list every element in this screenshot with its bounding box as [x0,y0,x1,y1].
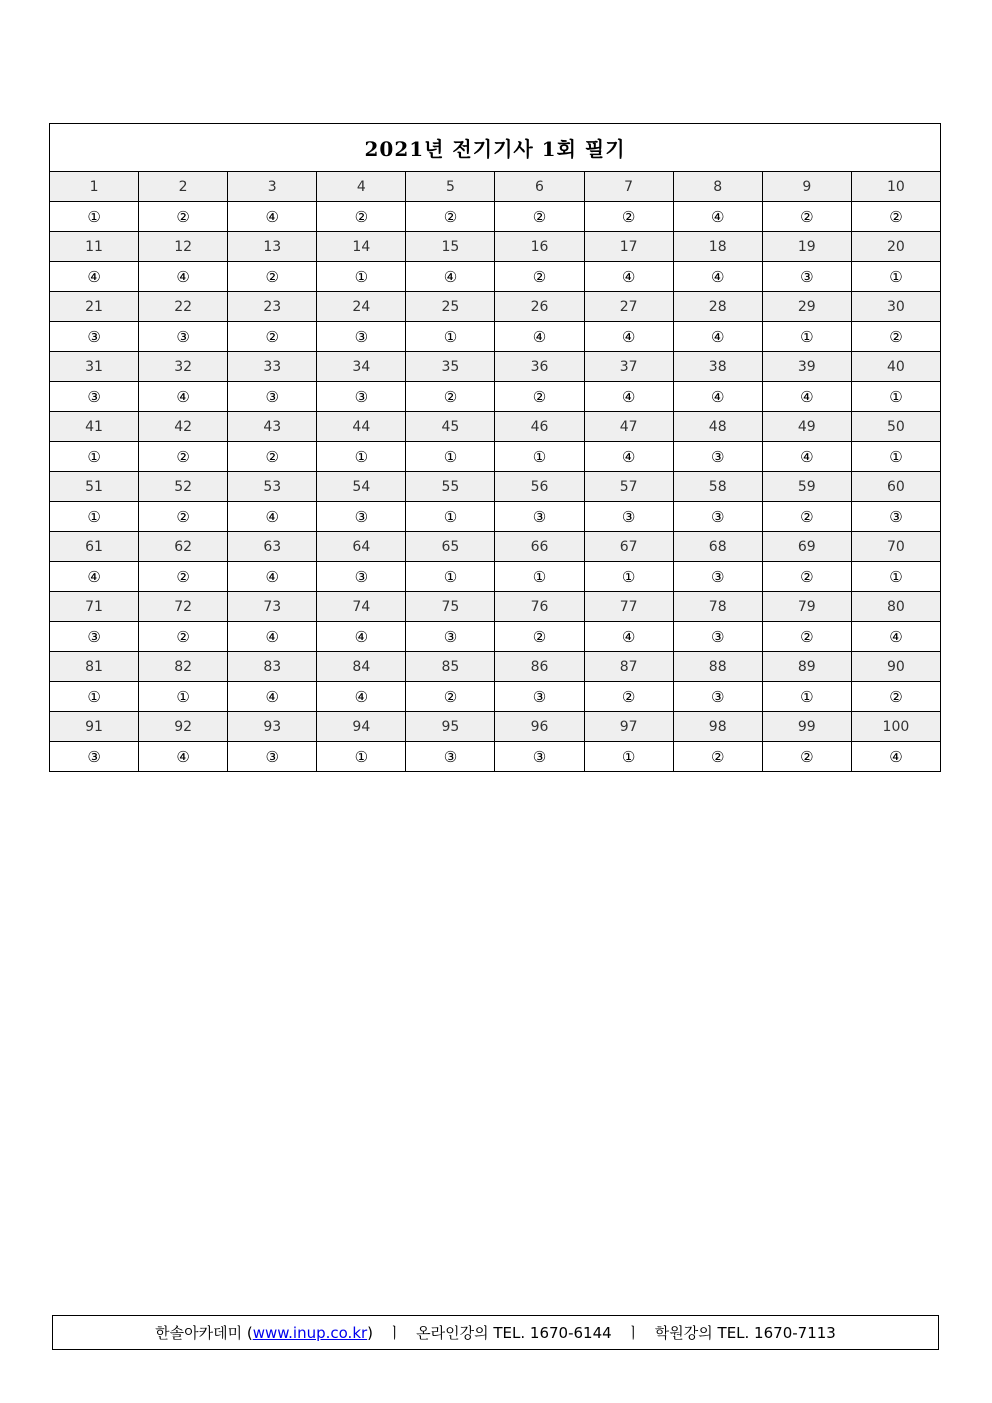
answer-cell: ① [317,742,406,772]
question-number-cell: 81 [50,652,139,682]
question-number-cell: 48 [673,412,762,442]
answer-cell: ③ [139,322,228,352]
answer-cell: ① [50,202,139,232]
answer-cell: ③ [584,502,673,532]
answer-cell: ① [495,442,584,472]
question-number-cell: 67 [584,532,673,562]
question-number-row [50,412,941,442]
answer-cell: ④ [406,262,495,292]
question-number-cell: 37 [584,352,673,382]
answer-cell: ③ [317,562,406,592]
answer-row [50,562,941,592]
question-number-cell: 79 [762,592,851,622]
question-number-cell: 23 [228,292,317,322]
answer-cell: ④ [228,502,317,532]
question-number-cell: 77 [584,592,673,622]
question-number-cell: 84 [317,652,406,682]
answer-cell: ① [317,262,406,292]
answer-row [50,442,941,472]
question-number-cell: 96 [495,712,584,742]
answer-cell: ② [139,562,228,592]
answer-cell: ① [851,382,940,412]
answer-cell: ④ [139,742,228,772]
answer-cell: ② [406,682,495,712]
answer-cell: ③ [673,622,762,652]
answer-cell: ② [495,622,584,652]
question-number-cell: 99 [762,712,851,742]
answer-cell: ① [584,742,673,772]
question-number-cell: 24 [317,292,406,322]
question-number-cell: 12 [139,232,228,262]
question-number-cell: 82 [139,652,228,682]
question-number-cell: 8 [673,172,762,202]
answer-cell: ① [317,442,406,472]
answer-cell: ③ [495,742,584,772]
question-number-cell: 55 [406,472,495,502]
question-number-cell: 25 [406,292,495,322]
answer-cell: ② [851,202,940,232]
answer-cell: ① [762,322,851,352]
question-number-cell: 4 [317,172,406,202]
question-number-cell: 51 [50,472,139,502]
question-number-cell: 92 [139,712,228,742]
question-number-cell: 57 [584,472,673,502]
answer-cell: ③ [50,322,139,352]
question-number-row [50,172,941,202]
answer-cell: ③ [673,442,762,472]
question-number-cell: 40 [851,352,940,382]
question-number-cell: 66 [495,532,584,562]
question-number-cell: 62 [139,532,228,562]
answer-cell: ③ [228,742,317,772]
question-number-cell: 34 [317,352,406,382]
answer-row [50,682,941,712]
answer-cell: ① [406,442,495,472]
answer-cell: ④ [317,682,406,712]
answer-cell: ① [584,562,673,592]
answer-key-table [49,123,941,772]
answer-cell: ② [317,202,406,232]
question-number-cell: 28 [673,292,762,322]
answer-cell: ④ [228,622,317,652]
answer-cell: ③ [673,502,762,532]
answer-cell: ① [851,562,940,592]
answer-cell: ④ [495,322,584,352]
question-number-cell: 19 [762,232,851,262]
answer-cell: ④ [673,382,762,412]
answer-cell: ① [406,502,495,532]
answer-cell: ③ [673,562,762,592]
answer-cell: ② [139,502,228,532]
question-number-cell: 49 [762,412,851,442]
answer-row [50,262,941,292]
answer-cell: ④ [584,262,673,292]
question-number-cell: 16 [495,232,584,262]
question-number-cell: 100 [851,712,940,742]
question-number-cell: 15 [406,232,495,262]
question-number-row [50,652,941,682]
question-number-cell: 72 [139,592,228,622]
question-number-cell: 50 [851,412,940,442]
answer-cell: ① [50,442,139,472]
answer-cell: ④ [673,322,762,352]
question-number-cell: 80 [851,592,940,622]
question-number-cell: 86 [495,652,584,682]
question-number-cell: 70 [851,532,940,562]
answer-cell: ① [495,562,584,592]
answer-cell: ② [762,742,851,772]
question-number-cell: 91 [50,712,139,742]
question-number-cell: 74 [317,592,406,622]
answer-row [50,502,941,532]
answer-cell: ③ [317,382,406,412]
answer-cell: ③ [317,322,406,352]
question-number-cell: 45 [406,412,495,442]
answer-cell: ① [851,442,940,472]
question-number-cell: 95 [406,712,495,742]
answer-cell: ② [228,322,317,352]
answer-cell: ① [139,682,228,712]
answer-cell: ② [584,202,673,232]
question-number-cell: 26 [495,292,584,322]
answer-cell: ① [406,322,495,352]
question-number-cell: 39 [762,352,851,382]
answer-cell: ② [584,682,673,712]
question-number-cell: 78 [673,592,762,622]
answer-cell: ④ [228,682,317,712]
answer-cell: ④ [584,442,673,472]
question-number-cell: 9 [762,172,851,202]
question-number-cell: 85 [406,652,495,682]
answer-row [50,742,941,772]
question-number-cell: 33 [228,352,317,382]
question-number-cell: 71 [50,592,139,622]
question-number-cell: 59 [762,472,851,502]
question-number-cell: 65 [406,532,495,562]
question-number-cell: 36 [495,352,584,382]
question-number-row [50,592,941,622]
answer-cell: ① [762,682,851,712]
question-number-cell: 42 [139,412,228,442]
answer-cell: ② [673,742,762,772]
answer-cell: ① [406,562,495,592]
question-number-cell: 35 [406,352,495,382]
question-number-cell: 10 [851,172,940,202]
question-number-cell: 97 [584,712,673,742]
footer-paren: ) [367,1323,374,1342]
question-number-cell: 5 [406,172,495,202]
question-number-cell: 41 [50,412,139,442]
answer-cell: ② [495,202,584,232]
question-number-cell: 11 [50,232,139,262]
answer-cell: ③ [50,382,139,412]
answer-cell: ④ [228,562,317,592]
footer-offline-phone: 학원강의 TEL. 1670-7113 [654,1324,836,1342]
answer-cell: ① [50,502,139,532]
question-number-cell: 31 [50,352,139,382]
question-number-cell: 6 [495,172,584,202]
table-title: 2021년 전기기사 1회 필기 [50,124,941,172]
question-number-cell: 69 [762,532,851,562]
question-number-row [50,292,941,322]
question-number-row [50,532,941,562]
answer-cell: ③ [50,622,139,652]
footer-academy: 한솔아카데미 ( [155,1324,253,1342]
question-number-row [50,352,941,382]
answer-cell: ② [139,622,228,652]
question-number-cell: 7 [584,172,673,202]
answer-cell: ④ [851,622,940,652]
answer-cell: ④ [584,622,673,652]
question-number-cell: 75 [406,592,495,622]
question-number-row [50,472,941,502]
answer-cell: ④ [673,262,762,292]
question-number-cell: 76 [495,592,584,622]
question-number-cell: 89 [762,652,851,682]
question-number-cell: 83 [228,652,317,682]
footer-separator: ㅣ [625,1324,641,1342]
question-number-cell: 17 [584,232,673,262]
question-number-row [50,712,941,742]
answer-cell: ② [762,202,851,232]
answer-cell: ③ [406,622,495,652]
question-number-cell: 88 [673,652,762,682]
question-number-cell: 61 [50,532,139,562]
answer-cell: ① [851,262,940,292]
answer-cell: ② [495,262,584,292]
question-number-cell: 2 [139,172,228,202]
question-number-cell: 18 [673,232,762,262]
answer-cell: ③ [673,682,762,712]
question-number-cell: 93 [228,712,317,742]
question-number-cell: 64 [317,532,406,562]
footer-bar [52,1315,939,1350]
question-number-cell: 90 [851,652,940,682]
answer-cell: ③ [495,502,584,532]
answer-cell: ④ [851,742,940,772]
question-number-cell: 52 [139,472,228,502]
answer-cell: ② [228,442,317,472]
question-number-cell: 13 [228,232,317,262]
question-number-cell: 54 [317,472,406,502]
answer-cell: ② [762,622,851,652]
answer-cell: ③ [317,502,406,532]
question-number-cell: 63 [228,532,317,562]
answer-cell: ② [762,562,851,592]
answer-row [50,382,941,412]
footer-online-phone: 온라인강의 TEL. 1670-6144 [416,1324,612,1342]
answer-cell: ④ [50,262,139,292]
question-number-cell: 21 [50,292,139,322]
question-number-cell: 98 [673,712,762,742]
answer-row [50,622,941,652]
answer-cell: ② [851,322,940,352]
answer-cell: ④ [762,382,851,412]
answer-cell: ② [762,502,851,532]
question-number-cell: 58 [673,472,762,502]
question-number-cell: 32 [139,352,228,382]
question-number-cell: 27 [584,292,673,322]
question-number-cell: 94 [317,712,406,742]
answer-cell: ② [851,682,940,712]
answer-cell: ② [406,382,495,412]
question-number-row [50,232,941,262]
question-number-cell: 20 [851,232,940,262]
answer-row [50,322,941,352]
question-number-cell: 47 [584,412,673,442]
question-number-cell: 30 [851,292,940,322]
question-number-cell: 44 [317,412,406,442]
answer-cell: ② [495,382,584,412]
question-number-cell: 60 [851,472,940,502]
question-number-cell: 43 [228,412,317,442]
answer-cell: ③ [495,682,584,712]
answer-row [50,202,941,232]
answer-cell: ④ [584,382,673,412]
question-number-cell: 3 [228,172,317,202]
answer-cell: ② [406,202,495,232]
footer-separator: ㅣ [387,1324,402,1342]
question-number-cell: 56 [495,472,584,502]
question-number-cell: 1 [50,172,139,202]
question-number-cell: 29 [762,292,851,322]
answer-cell: ③ [228,382,317,412]
answer-cell: ④ [50,562,139,592]
answer-cell: ① [50,682,139,712]
answer-cell: ② [139,442,228,472]
answer-cell: ④ [228,202,317,232]
question-number-cell: 14 [317,232,406,262]
answer-cell: ③ [406,742,495,772]
footer-website-link[interactable]: www.inup.co.kr [252,1323,368,1342]
answer-cell: ④ [317,622,406,652]
question-number-cell: 46 [495,412,584,442]
question-number-cell: 73 [228,592,317,622]
answer-cell: ③ [851,502,940,532]
answer-cell: ④ [139,262,228,292]
answer-cell: ④ [673,202,762,232]
answer-cell: ② [228,262,317,292]
question-number-cell: 22 [139,292,228,322]
question-number-cell: 68 [673,532,762,562]
answer-cell: ④ [584,322,673,352]
question-number-cell: 38 [673,352,762,382]
answer-cell: ③ [50,742,139,772]
answer-cell: ④ [762,442,851,472]
question-number-cell: 53 [228,472,317,502]
answer-cell: ④ [139,382,228,412]
answer-cell: ② [139,202,228,232]
answer-cell: ③ [762,262,851,292]
question-number-cell: 87 [584,652,673,682]
